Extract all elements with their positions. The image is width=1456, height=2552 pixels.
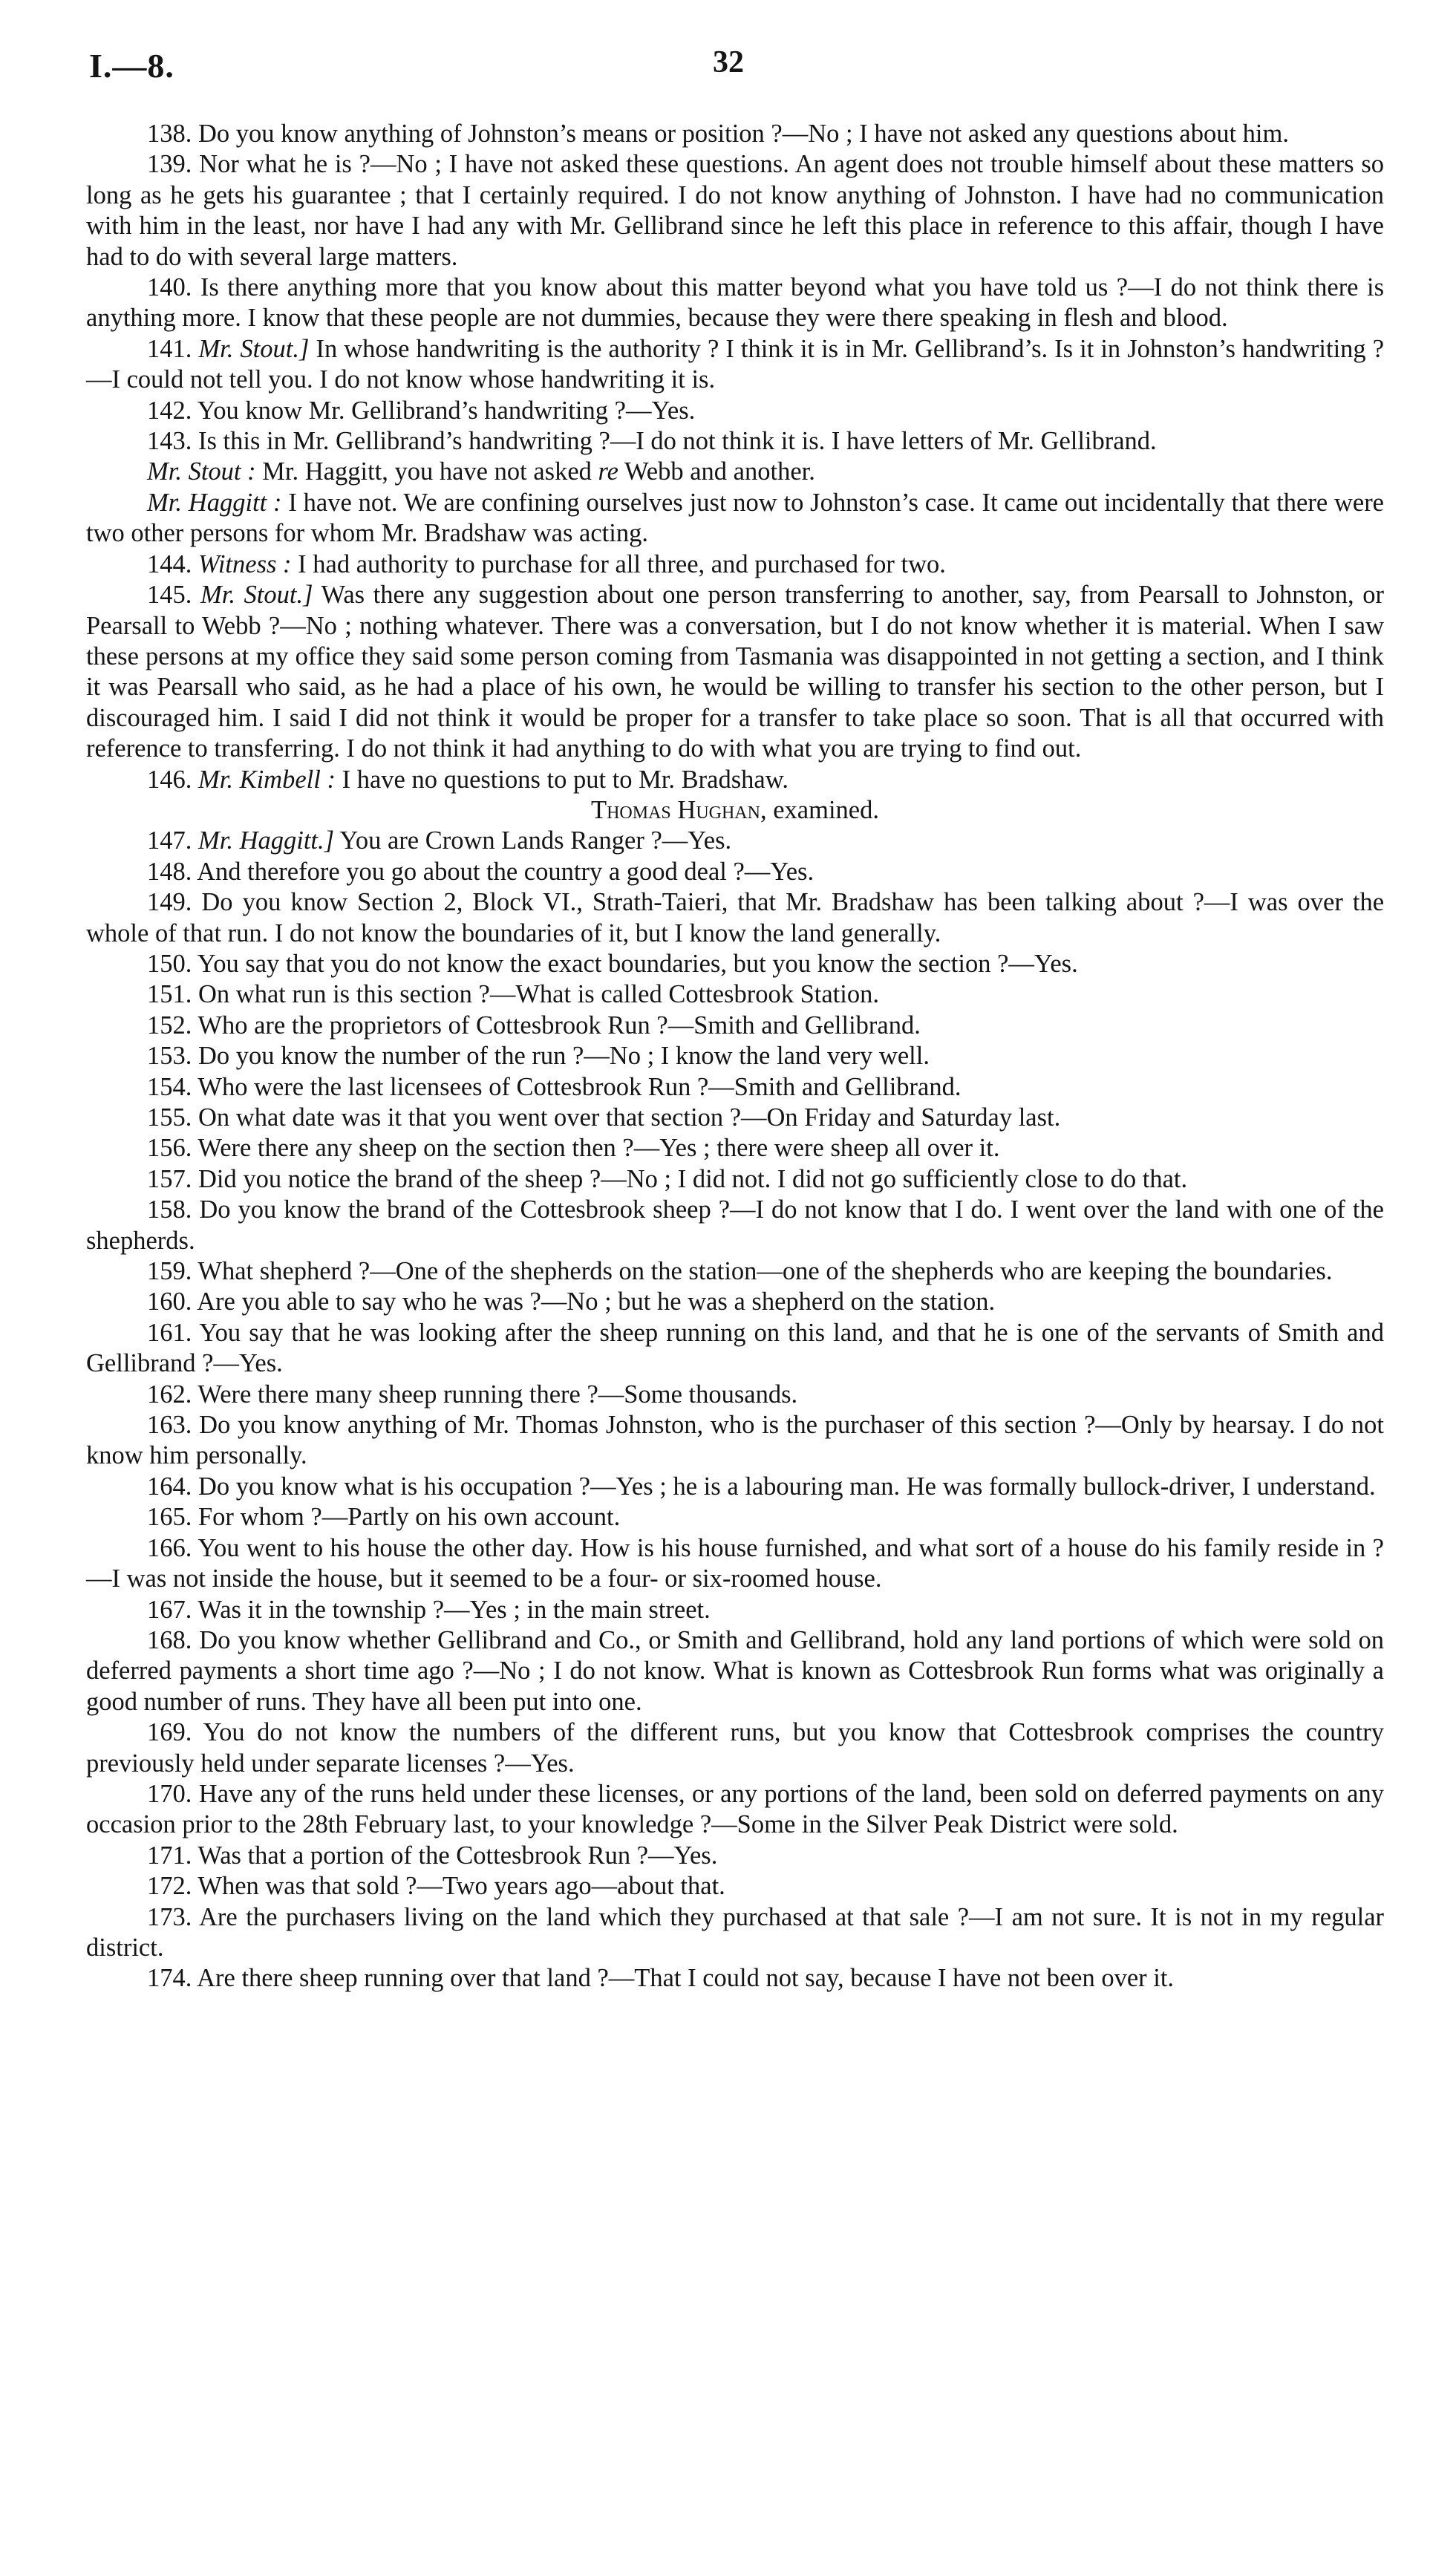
remark-stout [86,457,1384,487]
italic-word: re [598,457,618,486]
speaker: Mr. Stout.] [200,581,313,610]
paragraph-155 [86,1103,1384,1133]
paragraph-143 [86,426,1384,457]
paragraph-144 [86,549,1384,580]
paragraph-text: You are Crown Lands Ranger ?—Yes. [339,826,732,855]
paragraph-138 [86,119,1384,149]
paragraph-153 [86,1041,1384,1071]
paragraph-148 [86,857,1384,887]
question-number: 161. [147,1318,192,1347]
paragraph-text: Did you notice the brand of the sheep ?—No ; I did not. I did not go sufficiently close to do that. [198,1164,1188,1193]
question-number: 163. [147,1411,192,1440]
question-number: 150. [147,949,192,978]
paragraph-text: Do you know what is his occupation ?—Yes ; he is a labouring man. He was formally bullock-driver, I understand. [198,1472,1376,1501]
paragraph-140 [86,273,1384,334]
paragraph-172 [86,1871,1384,1902]
question-number: 157. [147,1164,192,1193]
paragraph-173 [86,1902,1384,1964]
paragraph-158 [86,1195,1384,1256]
paragraph-text: You know Mr. Gellibrand’s handwriting ?—Yes. [197,396,696,425]
question-number: 165. [147,1503,192,1532]
question-number: 159. [147,1257,192,1286]
paragraph-text: I have no questions to put to Mr. Bradshaw. [342,765,789,794]
question-number: 171. [147,1841,192,1870]
paragraph-text: For whom ?—Partly on his own account. [198,1503,621,1532]
paragraph-152 [86,1011,1384,1041]
paragraph-text: On what date was it that you went over that section ?—On Friday and Saturday last. [198,1103,1061,1132]
paragraph-text: Was there any suggestion about one person transferring to another, say, from Pearsall to Johnston, or Pearsall to Webb ?—No ; nothing whatever. There was a conversation, but I do not know whether it is material. When I saw these persons at my office they said some person coming from Tasmania was disappointed in not getting a section, and I think it was Pearsall who said, as he had a place of his own, he would be willing to transfer his section to the other person, but I discouraged him. I said I did not think it would be proper for a transfer to take place so soon. That is all that occurred with reference to transferring. I do not think it had anything to do with what you are trying to find out. [86,581,1384,763]
paragraph-146 [86,765,1384,795]
question-number: 149. [147,888,192,917]
paragraph-156 [86,1133,1384,1164]
paragraph-text: And therefore you go about the country a good deal ?—Yes. [197,857,814,886]
question-number: 138. [147,120,192,148]
speaker: Mr. Kimbell : [198,765,336,794]
paragraph-text: Is there anything more that you know about this matter beyond what you have told us ?—I do not think there is anything more. I know that these people are not dummies, because they were there speaking in flesh and blood. [86,273,1384,333]
paragraph-157 [86,1164,1384,1195]
paragraph-text: Nor what he is ?—No ; I have not asked these questions. An agent does not trouble himself about these matters so long as he gets his guarantee ; that I certainly required. I do not know anything of Johnston. I have had no communication with him in the least, nor have I had any with Mr. Gellibrand since he left this place in reference to this affair, though I have had to do with several large matters. [86,150,1384,271]
paragraph-164 [86,1472,1384,1502]
question-number: 139. [147,150,192,179]
paragraph-160 [86,1287,1384,1317]
paragraph-139 [86,149,1384,273]
paragraph-170 [86,1779,1384,1841]
paragraph-171 [86,1841,1384,1871]
paragraph-text: You say that you do not know the exact boundaries, but you know the section ?—Yes. [197,949,1078,978]
paragraph-text: Were there many sheep running there ?—Some thousands. [197,1380,798,1409]
question-number: 145. [147,581,192,610]
question-number: 162. [147,1380,192,1409]
paragraph-174 [86,1963,1384,1994]
paragraph-text: Have any of the runs held under these licenses, or any portions of the land, been sold on deferred payments on any occasion prior to the 28th February last, to your knowledge ?—Some in the Silver Peak District were sold. [86,1779,1384,1839]
question-number: 151. [147,980,192,1009]
question-number: 158. [147,1195,192,1224]
paragraph-text: In whose handwriting is the authority ? I think it is in Mr. Gellibrand’s. Is it in Johnston’s handwriting ?—I could not tell you. I do not know whose handwriting it is. [86,334,1385,394]
remark-haggitt [86,488,1384,549]
paragraph-151 [86,979,1384,1010]
paragraph-150 [86,949,1384,979]
question-number: 170. [147,1779,192,1808]
paragraph-text: You went to his house the other day. How is his house furnished, and what sort of a house do his family reside in ?—I was not inside the house, but it seemed to be a four- or six-roomed house. [86,1533,1384,1593]
paragraph-text: Do you know Section 2, Block VI., Strath-Taieri, that Mr. Bradshaw has been talking about ?—I was over the whole of that run. I do not know the boundaries of it, but I know the land generally. [86,888,1385,947]
paragraph-163 [86,1410,1384,1472]
paragraph-141 [86,334,1384,396]
question-number: 168. [147,1625,192,1654]
paragraph-text: You do not know the numbers of the different runs, but you know that Cottesbrook comprises the country previously held under separate licenses ?—Yes. [86,1718,1384,1778]
paragraph-167 [86,1595,1384,1625]
question-number: 148. [147,857,192,886]
speaker: Mr. Stout : [147,457,256,486]
paragraph-text: On what run is this section ?—What is called Cottesbrook Station. [198,980,879,1009]
paragraph-text: Were there any sheep on the section then ?—Yes ; there were sheep all over it. [197,1134,1000,1163]
paragraph-text: Do you know anything of Johnston’s means or position ?—No ; I have not asked any questions about him. [198,120,1289,148]
speaker: Mr. Haggitt.] [198,826,335,855]
question-number: 164. [147,1472,192,1501]
question-number: 160. [147,1288,192,1316]
paragraph-text: Are there sheep running over that land ?—That I could not say, because I have not been over it. [197,1964,1175,1993]
paragraph-142 [86,396,1384,426]
question-number: 147. [147,826,192,855]
paragraph-162 [86,1380,1384,1410]
paragraph-text: Are the purchasers living on the land which they purchased at that sale ?—I am not sure. It is not in my regular district. [86,1902,1384,1962]
paragraph-text: What shepherd ?—One of the shepherds on the station—one of the shepherds who are keeping the boundaries. [197,1257,1333,1286]
paragraph-text: Are you able to say who he was ?—No ; but he was a shepherd on the station. [197,1288,996,1316]
question-number: 141. [147,334,192,363]
question-number: 167. [147,1595,192,1624]
paragraph-text: Was it in the township ?—Yes ; in the main street. [197,1595,711,1624]
paragraph-149 [86,887,1384,949]
document-body [86,119,1384,1994]
question-number: 172. [147,1872,192,1901]
question-number: 146. [147,765,192,794]
paragraph-161 [86,1318,1384,1380]
paragraph-text: When was that sold ?—Two years ago—about that. [197,1872,725,1901]
witness-status: examined. [773,795,879,824]
paragraph-text: You say that he was looking after the sheep running on this land, and that he is one of the servants of Smith and Gellibrand ?—Yes. [86,1318,1384,1378]
paragraph-169 [86,1717,1384,1779]
paragraph-text: Mr. Haggitt, you have not asked [262,457,592,486]
paragraph-text: Do you know anything of Mr. Thomas Johnston, who is the purchaser of this section ?—Only by hearsay. I do not know him personally. [86,1411,1384,1470]
paragraph-154 [86,1072,1384,1103]
paragraph-165 [86,1502,1384,1533]
question-number: 166. [147,1533,192,1562]
document-reference: I.—8. [89,47,174,85]
question-number: 173. [147,1902,192,1931]
paragraph-147 [86,826,1384,856]
paragraph-text: I have not. We are confining ourselves just now to Johnston’s case. It came out incidentally that there were two other persons for whom Mr. Bradshaw was acting. [86,488,1384,548]
speaker: Mr. Stout.] [198,334,310,363]
question-number: 154. [147,1072,192,1101]
question-number: 140. [147,273,192,302]
paragraph-text: Who are the proprietors of Cottesbrook Run ?—Smith and Gellibrand. [197,1011,921,1040]
paragraph-159 [86,1256,1384,1287]
question-number: 155. [147,1103,192,1132]
paragraph-text: Do you know the brand of the Cottesbrook sheep ?—I do not know that I do. I went over the land with one of the shepherds. [86,1195,1384,1255]
witness-name: Thomas Hughan, [591,795,767,824]
question-number: 152. [147,1011,192,1040]
speaker: Witness : [198,549,292,578]
question-number: 153. [147,1042,192,1071]
paragraph-145 [86,580,1384,764]
paragraph-text: Is this in Mr. Gellibrand’s handwriting ?—I do not think it is. I have letters of Mr. Gellibrand. [198,427,1157,456]
paragraph-text: Do you know the number of the run ?—No ; I know the land very well. [198,1042,930,1071]
question-number: 169. [147,1718,192,1747]
paragraph-text: I had authority to purchase for all three, and purchased for two. [298,549,946,578]
paragraph-text-after: Webb and another. [624,457,815,486]
paragraph-168 [86,1625,1384,1717]
paragraph-166 [86,1533,1384,1595]
speaker: Mr. Haggitt : [147,488,282,517]
paragraph-text: Who were the last licensees of Cottesbrook Run ?—Smith and Gellibrand. [197,1072,962,1101]
question-number: 144. [147,549,192,578]
question-number: 156. [147,1134,192,1163]
paragraph-text: Do you know whether Gellibrand and Co., or Smith and Gellibrand, hold any land portions of which were sold on deferred payments a short time ago ?—No ; I do not know. What is known as Cottesbrook Run forms what was originally a good number of runs. They have all been put into one. [86,1625,1384,1716]
page-number: 32 [713,45,744,79]
question-number: 143. [147,427,192,456]
question-number: 142. [147,396,192,425]
paragraph-text: Was that a portion of the Cottesbrook Run ?—Yes. [197,1841,718,1870]
witness-heading [86,795,1384,826]
question-number: 174. [147,1964,192,1993]
